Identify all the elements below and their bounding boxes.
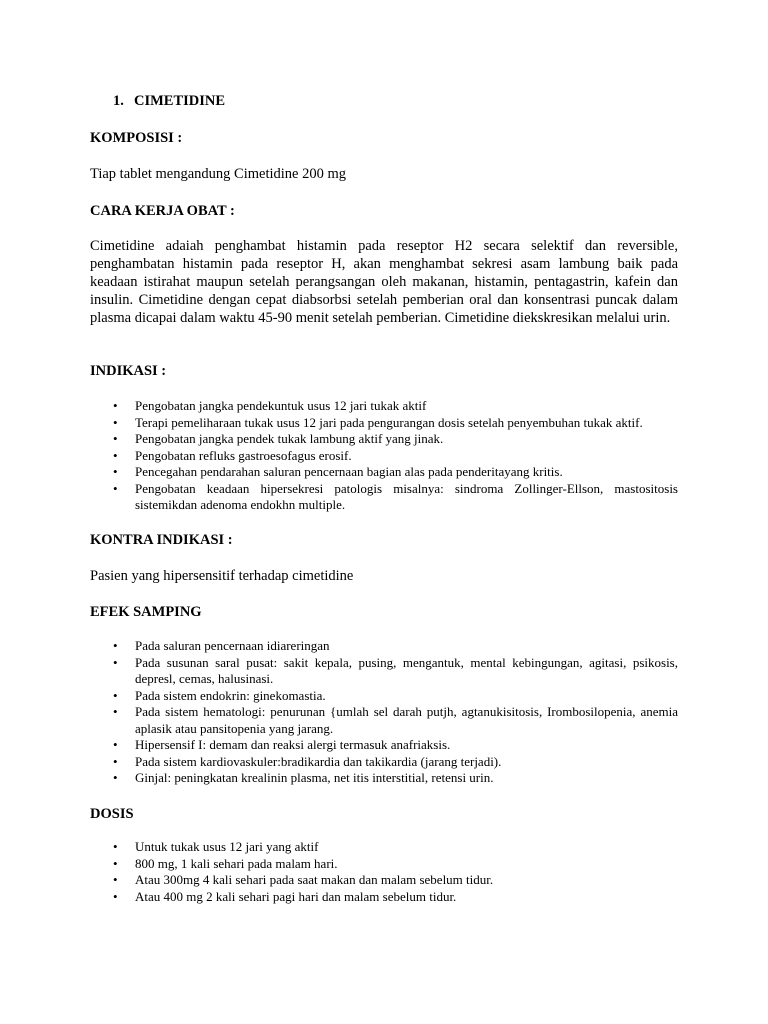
drug-title: [113, 93, 225, 110]
bullet-icon: •: [113, 888, 118, 904]
efek-samping-list: [0, 638, 678, 787]
indikasi-list: [0, 398, 678, 514]
list-item: • Pada saluran pencernaan idiareringan: [113, 638, 330, 653]
bullet-icon: •: [113, 770, 118, 785]
bullet-icon: •: [113, 753, 118, 769]
list-item: • 800 mg, 1 kali sehari pada malam hari.: [113, 855, 338, 871]
bullet-icon: •: [113, 464, 118, 479]
bullet-icon: •: [113, 654, 118, 670]
list-item: • Untuk tukak usus 12 jari yang aktif: [113, 839, 319, 854]
list-item: • Atau 300mg 4 kali sehari pada saat makan dan malam sebelum tidur.: [113, 872, 494, 887]
bullet-icon: •: [113, 480, 118, 496]
bullet-icon: •: [113, 447, 118, 463]
list-item: • Pencegahan pendarahan saluran pencernaan bagian alas pada penderitayang kritis.: [113, 464, 563, 479]
bullet-icon: •: [113, 414, 118, 430]
cara-kerja-text: Cimetidine adaiah penghambat histamin pada reseptor H2 secara selektif dan reversible, penghambatan histamin pada reseptor H, akan menghambat sekresi asam lambung baik pada keadaan istirahat maupun setelah perangsangan oleh makanan, histamin, pentagastrin, kafein dan insulin. Cimetidine dengan cepat diabsorbsi setelah pemberian oral dan konsentrasi puncak dalam plasma dicapai dalam waktu 45-90 menit setelah pemberian. Cimetidine diekskresikan melalui urin.: [90, 238, 678, 326]
bullet-icon: •: [113, 737, 118, 752]
dosis-heading: DOSIS: [90, 806, 134, 822]
list-item: • Pengobatan refluks gastroesofagus erosif.: [113, 447, 352, 463]
list-item: • Pada sistem hematologi: penurunan {umlah sel darah putjh, agtanukisitosis, Irombosilopenia, anemia aplasik atau pansitopenia yang jarang.: [113, 704, 678, 736]
list-item: • Pada sistem endokrin: ginekomastia.: [113, 687, 326, 703]
komposisi-text: Tiap tablet mengandung Cimetidine 200 mg: [90, 166, 347, 182]
bullet-icon: •: [113, 398, 118, 413]
list-item: • Pada susunan saral pusat: sakit kepala, pusing, mengantuk, mental kebingungan, agitasi, psikosis, depresl, cemas, halusinasi.: [113, 654, 678, 686]
bullet-icon: •: [113, 872, 118, 887]
list-item: • Hipersensif I: demam dan reaksi alergi termasuk anafriaksis.: [113, 737, 451, 752]
bullet-icon: •: [113, 839, 118, 854]
drug-number: 1.: [113, 93, 124, 109]
list-item: • Terapi pemeliharaan tukak usus 12 jari pada pengurangan dosis setelah penyembuhan tukak aktif.: [113, 414, 643, 430]
komposisi-heading: KOMPOSISI :: [90, 130, 183, 146]
bullet-icon: •: [113, 638, 118, 653]
bullet-icon: •: [113, 704, 118, 719]
list-item: • Atau 400 mg 2 kali sehari pagi hari dan malam sebelum tidur.: [113, 888, 457, 904]
list-item: • Pengobatan jangka pendek tukak lambung aktif yang jinak.: [113, 431, 444, 446]
indikasi-heading: INDIKASI :: [90, 363, 167, 379]
list-item: • Pengobatan jangka pendekuntuk usus 12 jari tukak aktif: [113, 398, 427, 413]
drug-name: CIMETIDINE: [134, 93, 226, 109]
dosis-list: [0, 839, 678, 905]
list-item: • Pada sistem kardiovaskuler:bradikardia dan takikardia (jarang terjadi).: [113, 753, 502, 769]
bullet-icon: •: [113, 431, 118, 446]
bullet-icon: •: [113, 855, 118, 871]
kontra-indikasi-heading: KONTRA INDIKASI :: [90, 532, 233, 548]
list-item: • Pengobatan keadaan hipersekresi patologis misalnya: sindroma Zollinger-Ellson, mastositosis sistemikdan adenoma endokhn multiple.: [113, 480, 678, 512]
efek-samping-heading: EFEK SAMPING: [90, 604, 202, 620]
kontra-indikasi-text: Pasien yang hipersensitif terhadap cimetidine: [90, 568, 354, 584]
cara-kerja-heading: CARA KERJA OBAT :: [90, 203, 235, 219]
bullet-icon: •: [113, 687, 118, 703]
list-item: • Ginjal: peningkatan krealinin plasma, net itis interstitial, retensi urin.: [113, 770, 494, 785]
